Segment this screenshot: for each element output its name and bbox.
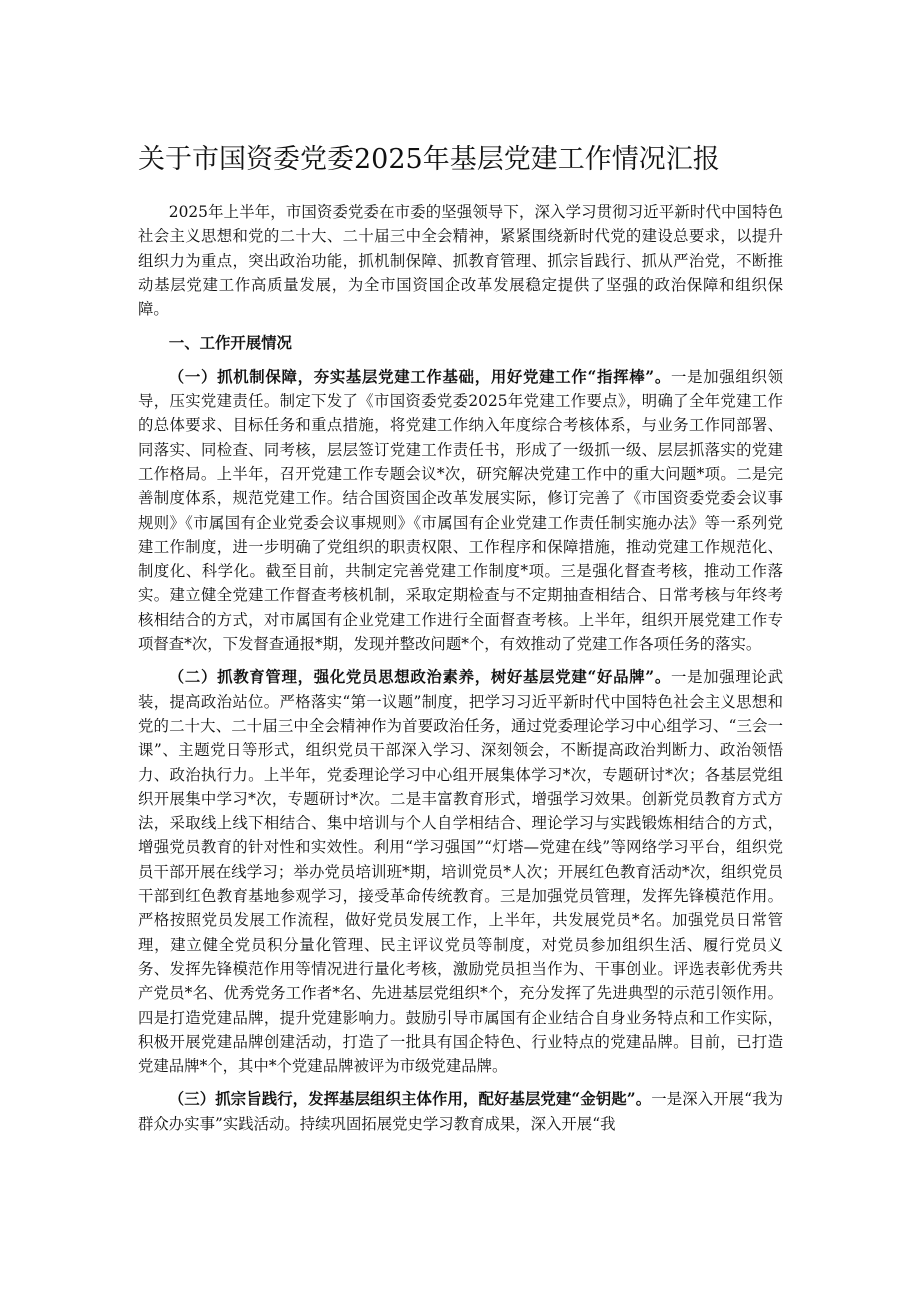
document-page [138,140,783,1145]
item-body-2: 一是加强理论武装，提高政治站位。严格落实“第一议题”制度，把学习习近平新时代中国特色社会主义思想和党的二十大、二十届三中全会精神作为首要政治任务，通过党委理论学习中心组学习、“三会一课”、主题党日等形式，组织党员干部深入学习、深刻领会，不断提高政治判断力、政治领悟力、政治执行力。上半年，党委理论学习中心组开展集体学习*次，专题研讨*次；各基层党组织开展集中学习*次，专题研讨*次。二是丰富教育形式，增强学习效果。创新党员教育方式方法，采取线上线下相结合、集中培训与个人自学相结合、理论学习与实践锻炼相结合的方式，增强党员教育的针对性和实效性。利用“学习强国”“灯塔—党建在线”等网络学习平台，组织党员干部开展在线学习；举办党员培训班*期，培训党员*人次；开展红色教育活动*次，组织党员干部到红色教育基地参观学习，接受革命传统教育。三是加强党员管理，发挥先锋模范作用。严格按照党员发展工作流程，做好党员发展工作，上半年，共发展党员*名。加强党员日常管理，建立健全党员积分量化管理、民主评议党员等制度，对党员参加组织生活、履行党员义务、发挥先锋模范作用等情况进行量化考核，激励党员担当作为、干事创业。评选表彰优秀共产党员*名、优秀党务工作者*名、先进基层党组织*个，充分发挥了先进典型的示范引领作用。四是打造党建品牌，提升党建影响力。鼓励引导市属国有企业结合自身业务特点和工作实际，积极开展党建品牌创建活动，打造了一批具有国企特色、行业特点的党建品牌。目前，已打造党建品牌*个，其中*个党建品牌被评为市级党建品牌。 [138,668,783,1076]
item-paragraph-2 [138,665,783,1078]
item-lead-1: （一）抓机制保障，夯实基层党建工作基础，用好党建工作“指挥棒”。 [168,367,671,386]
item-body-1: 一是加强组织领导，压实党建责任。制定下发了《市国资委党委2025年党建工作要点》，明确了全年党建工作的总体要求、目标任务和重点措施，将党建工作纳入年度综合考核体系，与业务工作同部署、同落实、同检查、同考核，层层签订党建工作责任书，形成了一级抓一级、层层抓落实的党建工作格局。上半年，召开党建工作专题会议*次，研究解决党建工作中的重大问题*项。二是完善制度体系，规范党建工作。结合国资国企改革发展实际，修订完善了《市国资委党委会议事规则》《市属国有企业党委会议事规则》《市属国有企业党建工作责任制实施办法》等一系列党建工作制度，进一步明确了党组织的职责权限、工作程序和保障措施，推动党建工作规范化、制度化、科学化。截至目前，共制定完善党建工作制度*项。三是强化督查考核，推动工作落实。建立健全党建工作督查考核机制，采取定期检查与不定期抽查相结合、日常考核与年终考核相结合的方式，对市属国有企业党建工作进行全面督查考核。上半年，组织开展党建工作专项督查*次，下发督查通报*期，发现并整改问题*个，有效推动了党建工作各项任务的落实。 [138,367,783,654]
section-heading: 一、工作开展情况 [168,334,292,353]
item-paragraph-3 [138,1087,783,1136]
document-title: 关于市国资委党委2025年基层党建工作情况汇报 [138,144,720,175]
intro-paragraph: 2025年上半年，市国资委党委在市委的坚强领导下，深入学习贯彻习近平新时代中国特色社会主义思想和党的二十大、二十届三中全会精神，紧紧围绕新时代党的建设总要求，以提升组织力为重点，突出政治功能，抓机制保障、抓教育管理、抓宗旨践行、抓从严治党，不断推动基层党建工作高质量发展，为全市国资国企改革发展稳定提供了坚强的政治保障和组织保障。 [138,203,783,319]
item-paragraph-1 [138,365,783,657]
item-lead-3: （三）抓宗旨践行，发挥基层组织主体作用，配好基层党建“金钥匙”。 [168,1090,652,1109]
item-lead-2: （二）抓教育管理，强化党员思想政治素养，树好基层党建“好品牌”。 [168,668,671,687]
item-body-3: 一是深入开展“我为群众办实事”实践活动。持续巩固拓展党史学习教育成果，深入开展“我 [138,1090,783,1133]
